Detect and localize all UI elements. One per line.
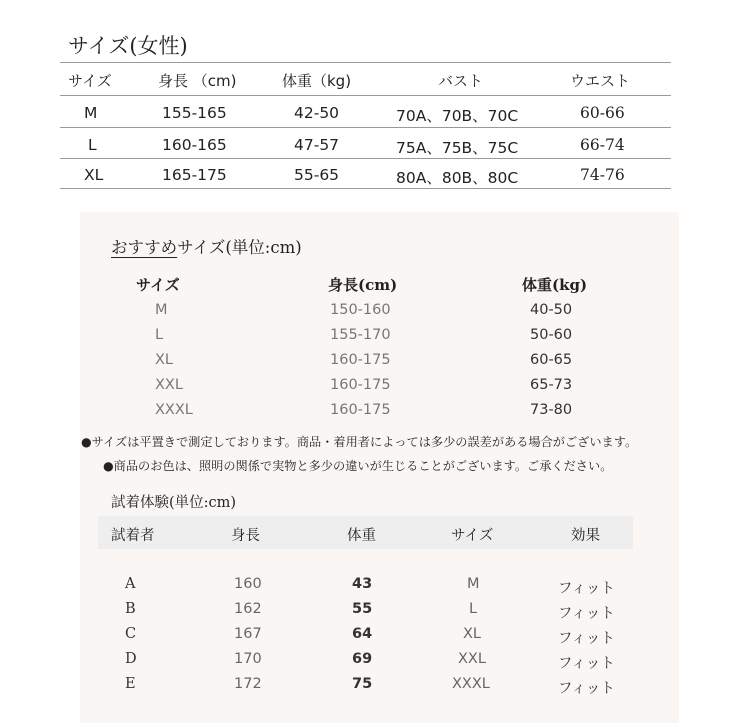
size-cell: XXXL — [155, 402, 193, 418]
trial-header-size: サイズ — [451, 528, 494, 544]
height-cell: 160 — [234, 576, 262, 592]
trial-header — [98, 516, 633, 549]
size-cell: M — [84, 104, 98, 122]
divider — [60, 95, 671, 96]
wearer-cell: E — [125, 676, 136, 692]
effect-cell: フィット — [558, 631, 615, 647]
weight-cell: 60-65 — [530, 352, 573, 368]
height-cell: 165-175 — [162, 166, 227, 184]
bust-cell: 70A、70B、70C — [396, 107, 519, 125]
effect-cell: フィット — [558, 581, 615, 597]
trial-header-weight: 体重 — [347, 528, 376, 544]
bust-cell: 80A、80B、80C — [396, 169, 519, 187]
effect-cell: フィット — [558, 681, 615, 697]
recommend-title-underlined: おすすめ — [111, 238, 178, 257]
header-size: サイズ — [68, 72, 112, 90]
size-cell: L — [88, 136, 97, 154]
wearer-cell: A — [125, 576, 136, 592]
weight-cell: 50-60 — [530, 327, 573, 343]
size-cell: XL — [463, 626, 482, 642]
size-cell: XXXL — [452, 676, 490, 692]
trial-header-effect: 効果 — [571, 528, 600, 544]
height-cell: 155-170 — [330, 327, 391, 343]
weight-cell: 69 — [352, 651, 373, 667]
waist-cell: 74-76 — [580, 166, 625, 184]
header-height: 身長 （cm) — [158, 72, 237, 90]
weight-cell: 47-57 — [294, 136, 340, 154]
height-cell: 162 — [234, 601, 262, 617]
divider — [60, 127, 671, 128]
size-cell: XXL — [458, 651, 486, 667]
size-cell: XL — [155, 352, 174, 368]
size-table-title: サイズ(女性) — [68, 34, 188, 58]
divider — [60, 62, 671, 63]
note-measurement: ●サイズは平置きで測定しております。商品・着用者によっては多少の誤差がある場合がございます。 — [81, 435, 638, 449]
recommend-header-height: 身長(cm) — [328, 276, 398, 294]
weight-cell: 55 — [352, 601, 373, 617]
weight-cell: 65-73 — [530, 377, 573, 393]
size-cell: L — [469, 601, 478, 617]
height-cell: 172 — [234, 676, 262, 692]
waist-cell: 66-74 — [580, 136, 625, 154]
height-cell: 160-165 — [162, 136, 227, 154]
table-row — [60, 99, 671, 127]
effect-cell: フィット — [558, 656, 615, 672]
size-cell: M — [155, 302, 168, 318]
table-row — [60, 161, 671, 189]
weight-cell: 42-50 — [294, 104, 340, 122]
effect-cell: フィット — [558, 606, 615, 622]
table-row — [60, 131, 671, 159]
bust-cell: 75A、75B、75C — [396, 139, 519, 157]
size-cell: L — [155, 327, 164, 343]
height-cell: 155-165 — [162, 104, 227, 122]
divider — [60, 158, 671, 159]
trial-header-height: 身長 — [231, 528, 260, 544]
header-weight: 体重（kg) — [282, 72, 352, 90]
size-table-header — [60, 65, 671, 93]
trial-title: 試着体験(単位:cm) — [111, 495, 237, 511]
weight-cell: 73-80 — [530, 402, 573, 418]
weight-cell: 75 — [352, 676, 373, 692]
height-cell: 167 — [234, 626, 262, 642]
weight-cell: 64 — [352, 626, 373, 642]
height-cell: 160-175 — [330, 402, 391, 418]
recommend-header-weight: 体重(kg) — [522, 276, 588, 294]
wearer-cell: C — [125, 626, 137, 642]
weight-cell: 55-65 — [294, 166, 340, 184]
size-cell: XL — [84, 166, 104, 184]
height-cell: 160-175 — [330, 377, 391, 393]
size-cell: XXL — [155, 377, 183, 393]
divider — [60, 188, 671, 189]
recommend-title-rest: サイズ(単位:cm) — [177, 238, 302, 257]
weight-cell: 40-50 — [530, 302, 573, 318]
waist-cell: 60-66 — [580, 104, 625, 122]
wearer-cell: D — [125, 651, 137, 667]
note-color: ●商品のお色は、照明の関係で実物と多少の違いが生じることがございます。ご承ください。 — [103, 459, 613, 473]
header-waist: ウエスト — [570, 72, 631, 90]
size-cell: M — [467, 576, 480, 592]
recommend-title — [111, 234, 302, 258]
trial-header-wearer: 試着者 — [111, 528, 155, 544]
height-cell: 160-175 — [330, 352, 391, 368]
wearer-cell: B — [125, 601, 136, 617]
weight-cell: 43 — [352, 576, 373, 592]
height-cell: 170 — [234, 651, 262, 667]
header-bust: バスト — [438, 72, 484, 90]
height-cell: 150-160 — [330, 302, 391, 318]
recommend-header-size: サイズ — [136, 276, 180, 294]
